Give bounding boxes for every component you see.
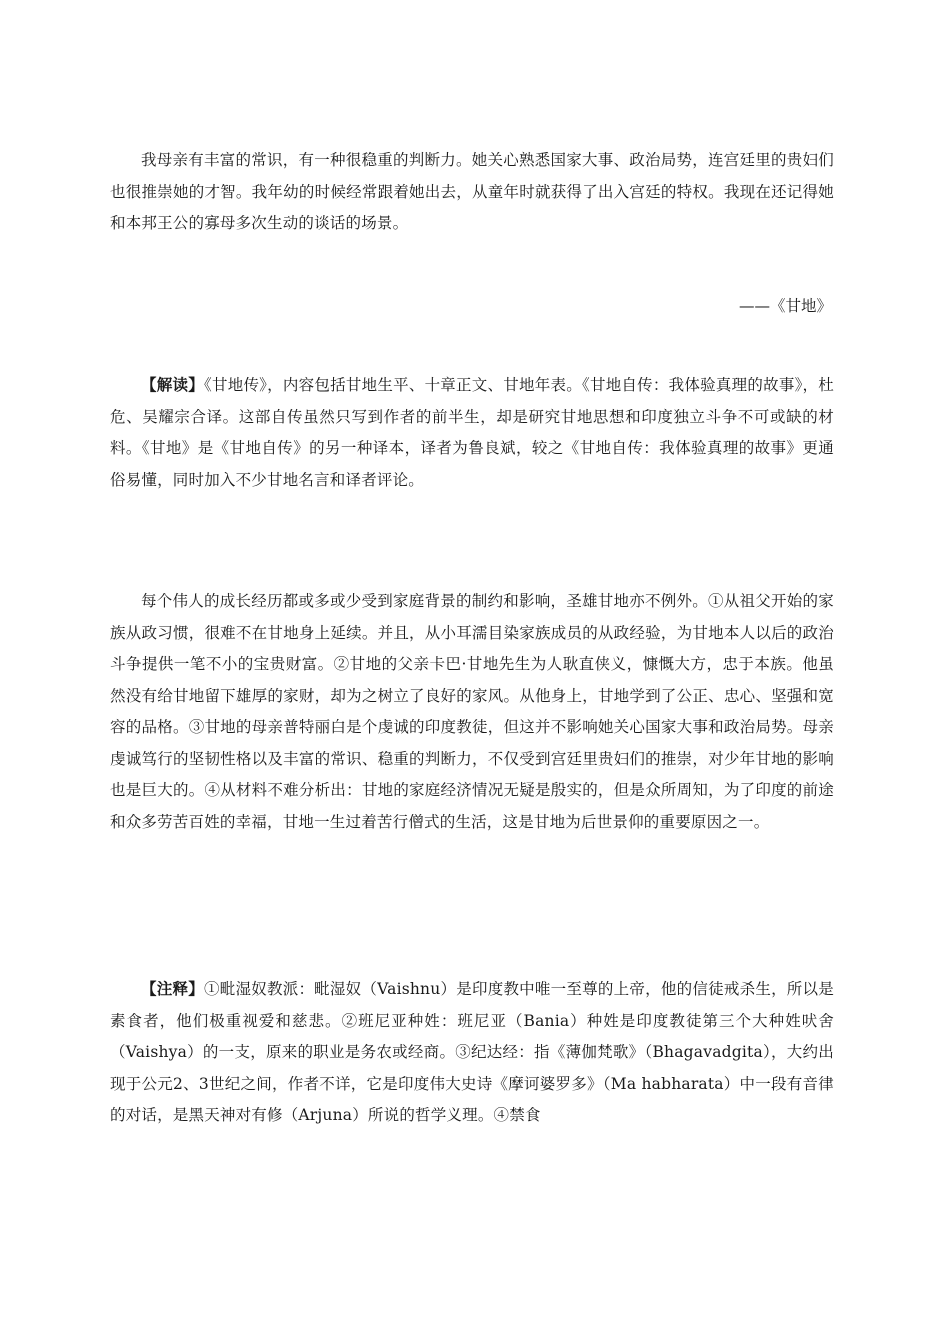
notes-text: ①毗湿奴教派：毗湿奴（Vaishnu）是印度教中唯一至尊的上帝，他的信徒戒杀生，所以是素食者，他们极重视爱和慈悲。②班尼亚种姓：班尼亚（Bania）种姓是印度教徒第三个大种姓吠舍（Vaishya）的一支，原来的职业是务农或经商。③纪达经：指《薄伽梵歌》（Bhagavadgita），大约出现于公元2、3世纪之间，作者不详，它是印度伟大史诗《摩诃婆罗多》（Ma habharata）中一段有音律的对话，是黑天神对有修（Arjuna）所说的哲学义理。④禁食 [110,980,834,1124]
analysis-paragraph: 每个伟人的成长经历都或多或少受到家庭背景的制约和影响，圣雄甘地亦不例外。①从祖父开始的家族从政习惯，很难不在甘地身上延续。并且，从小耳濡目染家族成员的从政经验，为甘地本人以后的政治斗争提供一笔不小的宝贵财富。②甘地的父亲卡巴·甘地先生为人耿直侠义，慷慨大方，忠于本族。他虽然没有给甘地留下雄厚的家财，却为之树立了良好的家风。从他身上，甘地学到了公正、忠心、坚强和宽容的品格。③甘地的母亲普特丽白是个虔诚的印度教徒，但这并不影响她关心国家大事和政治局势。母亲虔诚笃行的坚韧性格以及丰富的常识、稳重的判断力，不仅受到宫廷里贵妇们的推崇，对少年甘地的影响也是巨大的。④从材料不难分析出：甘地的家庭经济情况无疑是殷实的，但是众所周知，为了印度的前途和众多劳苦百姓的幸福，甘地一生过着苦行僧式的生活，这是甘地为后世景仰的重要原因之一。 [110,592,834,831]
notes-paragraph [110,974,834,1132]
interpretation-paragraph [110,370,834,496]
interpretation-text: 《甘地传》，内容包括甘地生平、十章正文、甘地年表。《甘地自传：我体验真理的故事》，杜危、吴耀宗合译。这部自传虽然只写到作者的前半生，却是研究甘地思想和印度独立斗争不可或缺的材料。《甘地》是《甘地自传》的另一种译本，译者为鲁良斌，较之《甘地自传：我体验真理的故事》更通俗易懂，同时加入不少甘地名言和译者评论。 [110,376,834,489]
notes-label: 【注释】 [141,980,204,998]
quote-paragraph: 我母亲有丰富的常识，有一种很稳重的判断力。她关心熟悉国家大事、政治局势，连宫廷里的贵妇们也很推崇她的才智。我年幼的时候经常跟着她出去，从童年时就获得了出入宫廷的特权。我现在还记得她和本邦王公的寡母多次生动的谈话的场景。 [110,151,834,232]
quote-source: ——《甘地》 [738,297,832,315]
interpretation-label: 【解读】 [141,376,204,394]
